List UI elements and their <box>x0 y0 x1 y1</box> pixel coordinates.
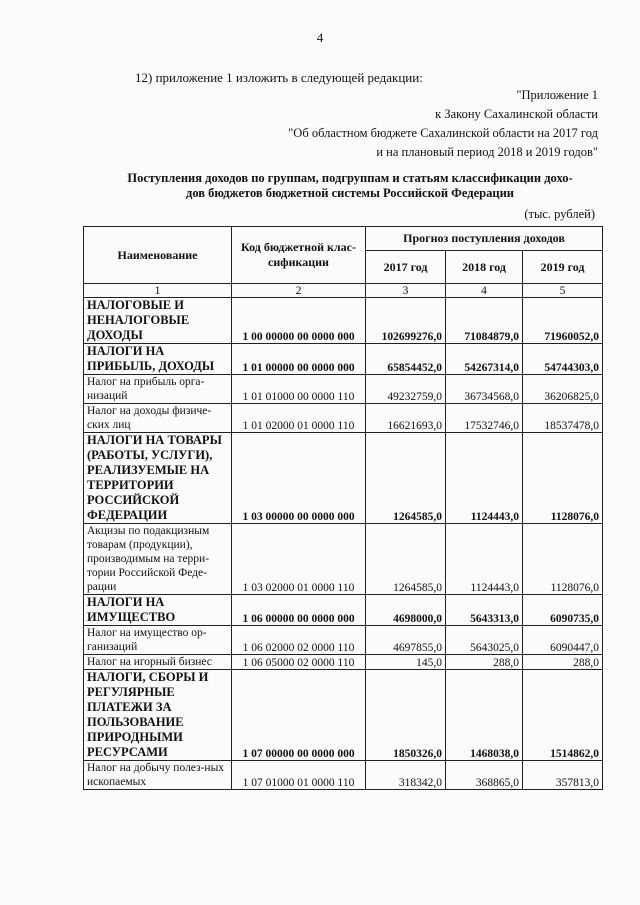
table-row <box>84 761 603 790</box>
appendix-line: и на плановый период 2018 и 2019 годов" <box>376 145 598 159</box>
row-name: Налог на игорный бизнес <box>84 655 232 670</box>
row-name: НАЛОГИ НА ПРИБЫЛЬ, ДОХОДЫ <box>84 344 232 375</box>
appendix-line: "Приложение 1 <box>516 88 598 102</box>
column-index: 5 <box>523 284 603 298</box>
column-index: 2 <box>232 284 366 298</box>
value-2017: 1264585,0 <box>366 524 446 595</box>
value-2017: 1264585,0 <box>366 433 446 524</box>
table-row <box>84 344 603 375</box>
table-row <box>84 595 603 626</box>
header-year: 2019 год <box>523 251 603 284</box>
row-name: Налог на имущество ор-ганизаций <box>84 626 232 655</box>
value-2018: 54267314,0 <box>446 344 523 375</box>
column-index: 3 <box>366 284 446 298</box>
header-name: Наименование <box>84 227 232 284</box>
units-label: (тыс. рублей) <box>524 207 595 221</box>
value-2018: 5643025,0 <box>446 626 523 655</box>
title-line: дов бюджетов бюджетной системы Российской Федерации <box>186 186 514 200</box>
value-2018: 1124443,0 <box>446 433 523 524</box>
value-2017: 4697855,0 <box>366 626 446 655</box>
document-title <box>110 171 590 201</box>
title-line: Поступления доходов по группам, подгруппам и статьям классификации дохо- <box>127 171 573 185</box>
column-index: 4 <box>446 284 523 298</box>
header-code: Код бюджетной клас-сификации <box>232 227 366 284</box>
row-name: НАЛОГОВЫЕ И НЕНАЛОГОВЫЕ ДОХОДЫ <box>84 298 232 344</box>
row-name: НАЛОГИ, СБОРЫ И РЕГУЛЯРНЫЕ ПЛАТЕЖИ ЗА ПОЛЬЗОВАНИЕ ПРИРОДНЫМИ РЕСУРСАМИ <box>84 670 232 761</box>
row-code: 1 07 00000 00 0000 000 <box>232 670 366 761</box>
value-2019: 1514862,0 <box>523 670 603 761</box>
table-row <box>84 524 603 595</box>
row-code: 1 01 02000 01 0000 110 <box>232 404 366 433</box>
appendix-line: к Закону Сахалинской области <box>435 107 598 121</box>
value-2017: 4698000,0 <box>366 595 446 626</box>
value-2018: 5643313,0 <box>446 595 523 626</box>
value-2017: 1850326,0 <box>366 670 446 761</box>
page-number: 4 <box>316 30 324 45</box>
row-code: 1 03 00000 00 0000 000 <box>232 433 366 524</box>
value-2018: 1124443,0 <box>446 524 523 595</box>
value-2019: 288,0 <box>523 655 603 670</box>
value-2019: 54744303,0 <box>523 344 603 375</box>
table-row <box>84 375 603 404</box>
value-2019: 1128076,0 <box>523 433 603 524</box>
value-2019: 357813,0 <box>523 761 603 790</box>
header-forecast: Прогноз поступления доходов <box>366 227 603 251</box>
value-2018: 71084879,0 <box>446 298 523 344</box>
value-2019: 18537478,0 <box>523 404 603 433</box>
value-2017: 65854452,0 <box>366 344 446 375</box>
table-body <box>84 298 603 790</box>
header-year: 2017 год <box>366 251 446 284</box>
value-2017: 318342,0 <box>366 761 446 790</box>
table-row <box>84 298 603 344</box>
value-2018: 288,0 <box>446 655 523 670</box>
row-name: Налог на прибыль орга-низаций <box>84 375 232 404</box>
row-code: 1 06 00000 00 0000 000 <box>232 595 366 626</box>
table-row <box>84 404 603 433</box>
value-2019: 6090447,0 <box>523 626 603 655</box>
value-2017: 102699276,0 <box>366 298 446 344</box>
row-name: НАЛОГИ НА ИМУЩЕСТВО <box>84 595 232 626</box>
column-index: 1 <box>84 284 232 298</box>
appendix-line: "Об областном бюджете Сахалинской области на 2017 год <box>288 126 598 140</box>
value-2018: 17532746,0 <box>446 404 523 433</box>
row-code: 1 00 00000 00 0000 000 <box>232 298 366 344</box>
row-code: 1 07 01000 01 0000 110 <box>232 761 366 790</box>
header-year: 2018 год <box>446 251 523 284</box>
row-code: 1 06 02000 02 0000 110 <box>232 626 366 655</box>
value-2019: 36206825,0 <box>523 375 603 404</box>
table-row <box>84 670 603 761</box>
row-name: НАЛОГИ НА ТОВАРЫ (РАБОТЫ, УСЛУГИ), РЕАЛИЗУЕМЫЕ НА ТЕРРИТОРИИ РОССИЙСКОЙ ФЕДЕРАЦИИ <box>84 433 232 524</box>
value-2018: 368865,0 <box>446 761 523 790</box>
value-2017: 16621693,0 <box>366 404 446 433</box>
row-name: Налог на добычу полез-ных ископаемых <box>84 761 232 790</box>
table-row <box>84 655 603 670</box>
revenue-table <box>83 226 603 790</box>
row-code: 1 01 01000 00 0000 110 <box>232 375 366 404</box>
row-name: Акцизы по подакцизным товарам (продукции), производимым на терри-тории Российской Феде-рации <box>84 524 232 595</box>
value-2019: 1128076,0 <box>523 524 603 595</box>
value-2017: 49232759,0 <box>366 375 446 404</box>
value-2018: 1468038,0 <box>446 670 523 761</box>
row-name: Налог на доходы физиче-ских лиц <box>84 404 232 433</box>
value-2019: 6090735,0 <box>523 595 603 626</box>
value-2018: 36734568,0 <box>446 375 523 404</box>
table-row <box>84 433 603 524</box>
row-code: 1 01 00000 00 0000 000 <box>232 344 366 375</box>
value-2019: 71960052,0 <box>523 298 603 344</box>
value-2017: 145,0 <box>366 655 446 670</box>
intro-text: 12) приложение 1 изложить в следующей редакции: <box>135 70 423 85</box>
row-code: 1 03 02000 01 0000 110 <box>232 524 366 595</box>
appendix-reference <box>288 86 598 162</box>
row-code: 1 06 05000 02 0000 110 <box>232 655 366 670</box>
table-row <box>84 626 603 655</box>
